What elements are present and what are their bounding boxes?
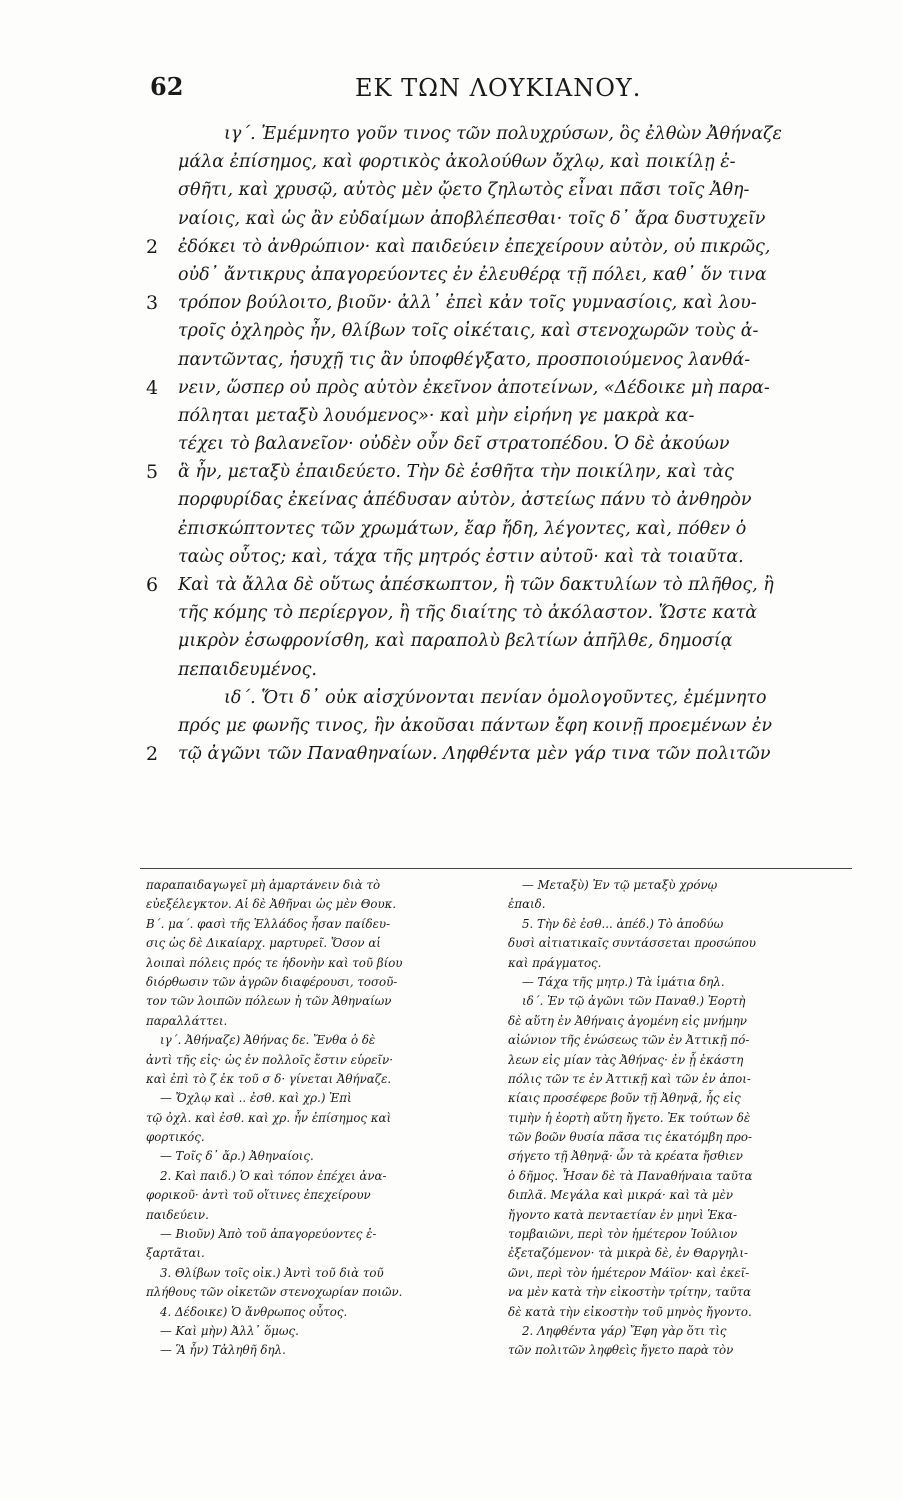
footnote-line: — Ὄχλῳ καὶ .. ἐσθ. καὶ χρ.) Ἐπὶ (160, 1091, 352, 1106)
footnote-line: 4. Δέδοικε) Ὁ ἄνθρωπος οὗτος. (160, 1304, 348, 1319)
footnote-line: 3. Θλίβων τοῖς οἰκ.) Ἀντὶ τοῦ διὰ τοῦ (160, 1265, 384, 1280)
line-text: πορφυρίδας ἐκείνας ἀπέδυσαν αὐτὸν, ἀστείως πάνυ τὸ ἀνθηρὸν (178, 490, 752, 511)
footnote-line: παραπαιδαγωγεῖ μὴ ἁμαρτάνειν διὰ τὸ (146, 878, 381, 892)
text-line (120, 712, 860, 740)
footnote-line: διπλᾶ. Μεγάλα καὶ μικρά· καὶ τὰ μὲν (508, 1188, 734, 1203)
footnote-line: παιδεύειν. (146, 1207, 209, 1222)
text-line (120, 205, 860, 233)
line-text: πόληται μεταξὺ λουόμενος»· καὶ μὴν εἰρήνη γε μακρὰ κα- (178, 405, 695, 426)
line-text: σθῆτι, καὶ χρυσῷ, αὐτὸς μὲν ᾤετο ζηλωτὸς εἶναι πᾶσι τοῖς Ἀθη- (178, 180, 750, 201)
line-text: τέχει τὸ βαλανεῖον· οὐδὲν οὖν δεῖ στρατοπέδου. Ὁ δὲ ἀκούων (178, 434, 730, 455)
footnote-line: ἐπαιδ. (508, 897, 546, 912)
footnotes-right-column (508, 876, 858, 1361)
line-text: πρός με φωνῆς τινος, ἣν ἀκοῦσαι πάντων ἔφη κοινῇ προεμένων ἐν (178, 715, 772, 736)
line-text: παντῶντας, ἡσυχῇ τις ἂν ὑποφθέγξατο, προσποιούμενος λανθά- (178, 349, 751, 370)
footnote-line: σήγετο τῇ Ἀθηνᾷ· ὧν τὰ κρέατα ἤσθιεν (508, 1149, 743, 1164)
line-text: ιγ΄. Ἐμέμνητο γοῦν τινος τῶν πολυχρύσων, ὃς ἐλθὼν Ἀθήναζε (224, 124, 782, 144)
paragraph-number: 3 (146, 292, 159, 315)
text-line (120, 656, 860, 684)
footnote-line: παραλλάττει. (146, 1013, 228, 1028)
text-line (120, 571, 860, 599)
footnote-line: ιδ΄. Ἐν τῷ ἀγῶνι τῶν Παναθ.) Ἑορτὴ (522, 994, 746, 1009)
line-text: μικρὸν ἐσωφρονίσθη, καὶ παραπολὺ βελτίων ἀπῆλθε, δημοσίᾳ (178, 631, 733, 652)
footnote-line: ἤγοντο κατὰ πενταετίαν ἐν μηνὶ Ἑκα- (508, 1207, 737, 1222)
text-line (120, 289, 860, 317)
footnote-line: — Καὶ μὴν) Ἀλλ᾽ ὅμως. (160, 1323, 299, 1338)
page-number: 62 (150, 72, 184, 101)
footnote-line: τῷ ὀχλ. καὶ ἐσθ. καὶ χρ. ἦν ἐπίσημος καὶ (146, 1110, 392, 1125)
line-text: ιδ΄. Ὅτι δ᾽ οὐκ αἰσχύνονται πενίαν ὁμολογοῦντες, ἐμέμνητο (224, 687, 767, 708)
line-text: ἐπισκώπτοντες τῶν χρωμάτων, ἔαρ ἤδη, λέγοντες, καὶ, πόθεν ὁ (178, 518, 747, 539)
text-line (120, 176, 860, 204)
text-line (120, 346, 860, 374)
footnote-line: ιγ΄. Ἀθήναζε) Ἀθήνας δε. Ἔνθα ὁ δὲ (160, 1033, 376, 1048)
footnotes-left-column (146, 876, 496, 1361)
footnote-line: 2. Καὶ παιδ.) Ὁ καὶ τόπον ἐπέχει ἀνα- (160, 1168, 387, 1183)
footnote-line: σις ὡς δὲ Δικαίαρχ. μαρτυρεῖ. Ὅσον αἱ (146, 936, 381, 951)
footnote-line: Β΄. μα΄. φασὶ τῆς Ἑλλάδος ἦσαν παίδευ- (146, 916, 391, 931)
line-text: τρόπον βούλοιτο, βιοῦν· ἀλλ᾽ ἐπεὶ κἀν τοῖς γυμνασίοις, καὶ λου- (178, 293, 757, 314)
footnote-line: — Τοῖς δ᾽ ἄρ.) Ἀθηναίοις. (160, 1149, 314, 1164)
footnote-line: πόλις τῶν τε ἐν Ἀττικῇ καὶ τῶν ἐν ἀποι- (508, 1071, 751, 1086)
footnote-line: τῶν βοῶν θυσία πᾶσα τις ἑκατόμβη προ- (508, 1130, 752, 1145)
footnote-line: 2. Ληφθέντα γάρ) Ἔφη γὰρ ὅτι τὶς (522, 1323, 727, 1338)
footnote-line: καὶ πράγματος. (508, 955, 602, 970)
footnote-line: εὐεξέλεγκτον. Αἱ δὲ Ἀθῆναι ὡς μὲν Θουκ. (146, 897, 397, 912)
line-text: τῷ ἀγῶνι τῶν Παναθηναίων. Ληφθέντα μὲν γάρ τινα τῶν πολιτῶν (178, 744, 771, 765)
footnote-divider (140, 868, 852, 869)
footnote-line: ῶνι, περὶ τὸν ἡμέτερον Μάϊον· καὶ ἐκεῖ- (508, 1265, 750, 1280)
footnote-line: — Μεταξὺ) Ἐν τῷ μεταξὺ χρόνῳ (522, 878, 718, 892)
footnote-line: τομβαιῶνι, περὶ τὸν ἡμέτερον Ἰούλιον (508, 1227, 738, 1242)
footnote-line: ὁ δῆμος. Ἦσαν δὲ τὰ Παναθήναια ταῦτα (508, 1168, 753, 1183)
footnote-line: δὲ αὕτη ἐν Ἀθήναις ἀγομένη εἰς μνήμην (508, 1013, 747, 1028)
paragraph-number: 2 (146, 235, 159, 258)
line-text: πεπαιδευμένος. (178, 659, 317, 680)
line-text: ναίοις, καὶ ὡς ἂν εὐδαίμων ἀποβλέπεσθαι· τοῖς δ᾽ ἄρα δυστυχεῖν (178, 208, 766, 229)
footnote-line: ἐξεταζόμενον· τὰ μικρὰ δὲ, ἐν Θαργηλι- (508, 1246, 748, 1261)
main-text (120, 120, 860, 768)
text-line (120, 543, 860, 571)
footnote-line: — Βιοῦν) Ἀπὸ τοῦ ἀπαγορεύοντες ἐ- (160, 1227, 377, 1242)
footnote-line: πλήθους τῶν οἰκετῶν στενοχωρίαν ποιῶν. (146, 1285, 403, 1300)
line-text: Καὶ τὰ ἄλλα δὲ οὕτως ἀπέσκωπτον, ἢ τῶν δακτυλίων τὸ πλῆθος, ἢ (178, 575, 774, 595)
footnote-line: αἰώνιον τῆς ἑνώσεως τῶν ἐν Ἀττικῇ πό- (508, 1033, 750, 1048)
line-text: νειν, ὥσπερ οὐ πρὸς αὐτὸν ἐκεῖνον ἀποτείνων, «Δέδοικε μὴ παρα- (178, 377, 770, 398)
text-line (120, 120, 860, 148)
text-line (120, 317, 860, 345)
footnote-line: τον τῶν λοιπῶν πόλεων ἡ τῶν Ἀθηναίων (146, 994, 392, 1009)
footnote-line: διόρθωσιν τῶν ἀγρῶν διαφέρουσι, τοσοῦ- (146, 974, 398, 989)
footnote-line: ἀντὶ τῆς εἰς· ὡς ἐν πολλοῖς ἔστιν εὑρεῖν· (146, 1052, 393, 1067)
footnote-line: να μὲν κατὰ τὴν εἰκοστὴν τρίτην, ταῦτα (508, 1285, 752, 1300)
line-text: ταὼς οὗτος; καὶ, τάχα τῆς μητρός ἐστιν αὐτοῦ· καὶ τὰ τοιαῦτα. (178, 546, 744, 567)
footnote-line: ξαρτᾶται. (146, 1246, 205, 1261)
footnote-line: κίαις προσέφερε βοῦν τῇ Ἀθηνᾷ, ἧς εἰς (508, 1091, 741, 1106)
text-line (120, 430, 860, 458)
footnote-line: 5. Τὴν δὲ ἐσθ... ἀπέδ.) Τὸ ἀποδύω (522, 916, 724, 931)
line-text: τροῖς ὀχληρὸς ἦν, θλίβων τοῖς οἰκέταις, καὶ στενοχωρῶν τοὺς ἀ- (178, 321, 759, 342)
text-line (120, 261, 860, 289)
line-text: ἐδόκει τὸ ἀνθρώπιον· καὶ παιδεύειν ἐπεχείρουν αὐτὸν, οὐ πικρῶς, (178, 236, 771, 257)
text-line (120, 374, 860, 402)
footnote-line: δὲ κατὰ τὴν εἰκοστὴν τοῦ μηνὸς ἤγοντο. (508, 1304, 752, 1319)
text-line (120, 402, 860, 430)
text-line (120, 740, 860, 768)
text-line (120, 458, 860, 486)
text-line (120, 627, 860, 655)
running-title: ΕΚ ΤΩΝ ΛΟΥΚΙΑΝΟΥ. (355, 74, 642, 102)
line-text: οὐδ᾽ ἄντικρυς ἀπαγορεύοντες ἐν ἐλευθέρᾳ τῇ πόλει, καθ᾽ ὅν τινα (178, 264, 767, 285)
page-header (150, 72, 850, 112)
text-line (120, 233, 860, 261)
footnote-line: λοιπαὶ πόλεις πρός τε ἡδονὴν καὶ τοῦ βίου (146, 955, 403, 970)
footnote-line: — Τάχα τῆς μητρ.) Τὰ ἱμάτια δηλ. (522, 974, 725, 989)
footnote-line: καὶ ἐπὶ τὸ ζ ἐκ τοῦ σ δ· γίνεται Ἀθήναζε. (146, 1071, 392, 1086)
text-line (120, 515, 860, 543)
text-line (120, 148, 860, 176)
paragraph-number: 4 (146, 376, 159, 399)
footnote-line: τιμὴν ἡ ἑορτὴ αὕτη ἤγετο. Ἐκ τούτων δὲ (508, 1110, 751, 1125)
text-line (120, 599, 860, 627)
paragraph-number: 6 (146, 574, 159, 596)
line-text: ἃ ἦν, μεταξὺ ἐπαιδεύετο. Τὴν δὲ ἐσθῆτα τὴν ποικίλην, καὶ τὰς (178, 462, 734, 483)
text-line (120, 684, 860, 712)
line-text: τῆς κόμης τὸ περίεργον, ἢ τῆς διαίτης τὸ ἀκόλαστον. Ὥστε κατὰ (178, 603, 758, 624)
footnote-line: τῶν πολιτῶν ληφθεὶς ἤγετο παρὰ τὸν (508, 1343, 734, 1358)
footnote-line: λεων εἰς μίαν τὰς Ἀθήνας· ἐν ᾗ ἑκάστη (508, 1052, 744, 1067)
text-line (120, 486, 860, 514)
footnote-line: φορικοῦ· ἀντὶ τοῦ οἵτινες ἐπεχείρουν (146, 1188, 371, 1203)
line-text: μάλα ἐπίσημος, καὶ φορτικὸς ἀκολούθων ὄχλῳ, καὶ ποικίλῃ ἐ- (178, 152, 736, 173)
footnote-line: δυσὶ αἰτιατικαῖς συντάσσεται προσώπου (508, 936, 756, 951)
footnote-line: — Ἃ ἦν) Τἀληθῆ δηλ. (160, 1343, 286, 1358)
footnote-line: φορτικός. (146, 1130, 205, 1145)
paragraph-number: 5 (146, 461, 159, 484)
paragraph-number: 2 (146, 743, 159, 766)
